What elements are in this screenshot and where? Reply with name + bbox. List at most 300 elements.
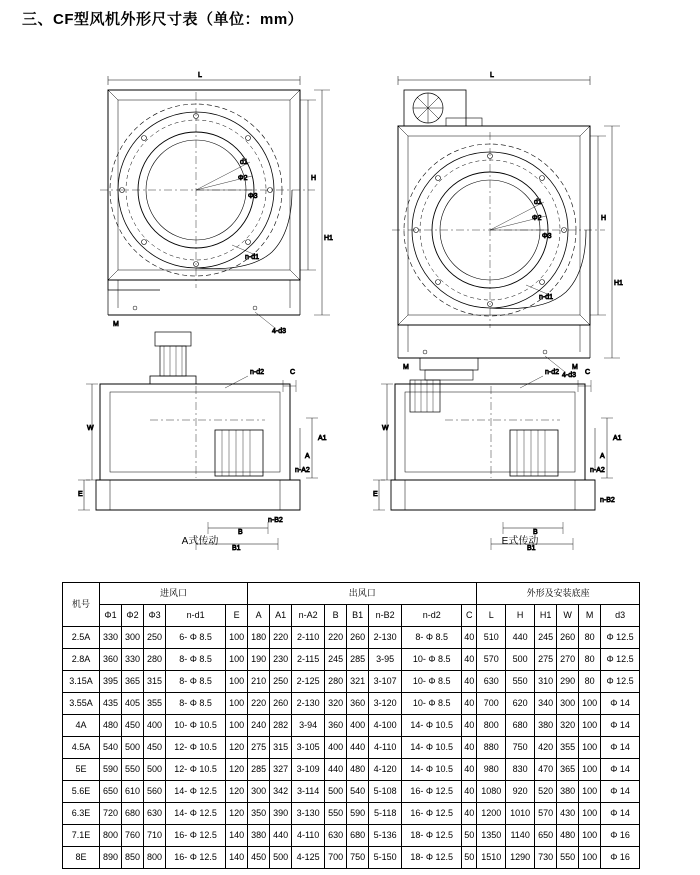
svg-text:n-A2: n-A2 (295, 467, 310, 474)
header-col-phi3: Φ3 (144, 605, 166, 627)
table-cell: 40 (462, 671, 477, 693)
table-cell: 320 (325, 693, 347, 715)
header-col-nd2: n-d2 (402, 605, 462, 627)
svg-text:L: L (198, 72, 202, 79)
table-cell: Φ 14 (601, 715, 640, 737)
svg-text:n-B2: n-B2 (268, 517, 283, 524)
table-cell: 540 (100, 737, 122, 759)
table-cell: 700 (477, 693, 506, 715)
table-cell: 480 (557, 825, 579, 847)
table-cell: 3-95 (369, 649, 402, 671)
table-cell: 620 (506, 693, 535, 715)
table-cell: 2-110 (292, 627, 325, 649)
header-model: 机号 (63, 583, 100, 627)
table-cell: 300 (248, 781, 270, 803)
table-cell: 680 (506, 715, 535, 737)
table-cell: 16- Φ 12.5 (166, 825, 226, 847)
table-cell: 340 (535, 693, 557, 715)
table-cell: 435 (100, 693, 122, 715)
table-cell: 850 (122, 847, 144, 869)
cell-model: 4A (63, 715, 100, 737)
dimensions-table-wrap (62, 582, 640, 869)
table-cell: 480 (100, 715, 122, 737)
svg-text:H1: H1 (324, 235, 333, 242)
table-cell: 220 (270, 627, 292, 649)
table-cell: Φ 12.5 (601, 649, 640, 671)
header-col-e: E (226, 605, 248, 627)
table-cell: 1350 (477, 825, 506, 847)
table-cell: 10- Φ 8.5 (402, 671, 462, 693)
table-cell: 8- Φ 8.5 (402, 627, 462, 649)
table-cell: 290 (557, 671, 579, 693)
table-cell: 14- Φ 10.5 (402, 715, 462, 737)
table-cell: 245 (535, 627, 557, 649)
svg-text:B: B (533, 529, 538, 536)
table-cell: 3-107 (369, 671, 402, 693)
header-col-a1: A1 (270, 605, 292, 627)
svg-text:E: E (373, 491, 378, 498)
table-cell: 630 (325, 825, 347, 847)
table-cell: 280 (325, 671, 347, 693)
table-cell: 650 (100, 781, 122, 803)
table-cell: 1080 (477, 781, 506, 803)
table-cell: 190 (248, 649, 270, 671)
svg-text:d1: d1 (240, 159, 248, 166)
table-cell: 440 (325, 759, 347, 781)
table-cell: 10- Φ 8.5 (402, 649, 462, 671)
table-cell: 4-120 (369, 759, 402, 781)
svg-text:E: E (78, 491, 83, 498)
table-cell: 450 (144, 737, 166, 759)
table-cell: 980 (477, 759, 506, 781)
table-cell: 750 (347, 847, 369, 869)
table-cell: 550 (506, 671, 535, 693)
table-cell: 180 (248, 627, 270, 649)
svg-text:B1: B1 (527, 545, 536, 552)
table-cell: 14- Φ 10.5 (402, 737, 462, 759)
svg-text:A: A (600, 453, 605, 460)
table-cell: 260 (557, 627, 579, 649)
table-cell: 560 (144, 781, 166, 803)
table-cell: 630 (477, 671, 506, 693)
table-cell: 590 (347, 803, 369, 825)
header-col-b1: B1 (347, 605, 369, 627)
table-cell: 700 (325, 847, 347, 869)
cell-model: 3.15A (63, 671, 100, 693)
table-cell: 10- Φ 10.5 (166, 715, 226, 737)
table-cell: Φ 12.5 (601, 627, 640, 649)
table-cell: 3-109 (292, 759, 325, 781)
table-cell: 100 (579, 737, 601, 759)
table-cell: 270 (557, 649, 579, 671)
table-cell: 14- Φ 10.5 (402, 759, 462, 781)
table-cell: 650 (535, 825, 557, 847)
table-cell: 275 (248, 737, 270, 759)
table-cell: 8- Φ 8.5 (166, 649, 226, 671)
table-cell: 320 (557, 715, 579, 737)
table-cell: 880 (477, 737, 506, 759)
table-cell: 470 (535, 759, 557, 781)
table-cell: 3-120 (369, 693, 402, 715)
table-cell: Φ 12.5 (601, 671, 640, 693)
svg-text:Φ2: Φ2 (238, 175, 248, 182)
svg-text:Φ3: Φ3 (248, 193, 258, 200)
cell-model: 7.1E (63, 825, 100, 847)
table-cell: 550 (325, 803, 347, 825)
table-cell: 100 (579, 715, 601, 737)
svg-text:4-d3: 4-d3 (562, 372, 577, 379)
table-cell: 100 (579, 781, 601, 803)
svg-text:H: H (311, 175, 317, 182)
table-cell: 14- Φ 12.5 (166, 803, 226, 825)
table-cell: 280 (144, 649, 166, 671)
table-cell: 6- Φ 8.5 (166, 627, 226, 649)
cell-model: 5E (63, 759, 100, 781)
table-cell: 10- Φ 8.5 (402, 693, 462, 715)
table-cell: 285 (248, 759, 270, 781)
table-cell: 100 (579, 759, 601, 781)
svg-text:n-d2: n-d2 (545, 369, 560, 376)
table-cell: 321 (347, 671, 369, 693)
table-cell: 360 (325, 715, 347, 737)
header-col-l: L (477, 605, 506, 627)
table-row (63, 781, 640, 803)
table-cell: 100 (579, 825, 601, 847)
table-cell: 400 (144, 715, 166, 737)
table-cell: 450 (248, 847, 270, 869)
table-cell: 40 (462, 649, 477, 671)
table-cell: Φ 14 (601, 737, 640, 759)
header-group-frame: 外形及安装底座 (477, 583, 640, 605)
table-cell: 395 (100, 671, 122, 693)
table-cell: 50 (462, 847, 477, 869)
table-cell: 100 (226, 715, 248, 737)
table-row (63, 737, 640, 759)
table-cell: 440 (270, 825, 292, 847)
table-cell: 18- Φ 12.5 (402, 825, 462, 847)
table-cell: 310 (535, 671, 557, 693)
svg-text:C: C (290, 369, 296, 376)
table-cell: 920 (506, 781, 535, 803)
caption-drive-a: A式传动 (181, 536, 219, 547)
table-cell: 14- Φ 12.5 (166, 781, 226, 803)
table-cell: 500 (325, 781, 347, 803)
svg-text:M: M (572, 364, 578, 371)
table-cell: 760 (122, 825, 144, 847)
table-cell: 3-94 (292, 715, 325, 737)
table-cell: 5-108 (369, 781, 402, 803)
table-cell: 430 (557, 803, 579, 825)
table-cell: 800 (477, 715, 506, 737)
header-col-m: M (579, 605, 601, 627)
table-cell: 800 (100, 825, 122, 847)
table-cell: 210 (248, 671, 270, 693)
table-cell: 730 (535, 847, 557, 869)
table-cell: 420 (535, 737, 557, 759)
table-cell: 510 (477, 627, 506, 649)
table-cell: 330 (100, 627, 122, 649)
table-cell: 18- Φ 12.5 (402, 847, 462, 869)
svg-text:B: B (238, 529, 243, 536)
table-cell: 500 (270, 847, 292, 869)
svg-text:n-d1: n-d1 (539, 294, 554, 301)
table-cell: 5-150 (369, 847, 402, 869)
table-cell: 16- Φ 12.5 (402, 803, 462, 825)
table-cell: 100 (226, 627, 248, 649)
table-cell: Φ 14 (601, 803, 640, 825)
table-cell: 120 (226, 737, 248, 759)
table-cell: 5-136 (369, 825, 402, 847)
table-cell: 285 (347, 649, 369, 671)
table-cell: 240 (248, 715, 270, 737)
table-row (63, 693, 640, 715)
header-col-nb2: n-B2 (369, 605, 402, 627)
table-row (63, 671, 640, 693)
table-cell: Φ 16 (601, 847, 640, 869)
header-col-na2: n-A2 (292, 605, 325, 627)
table-cell: 360 (347, 693, 369, 715)
table-cell: 260 (270, 693, 292, 715)
table-body (63, 627, 640, 869)
svg-text:H1: H1 (614, 280, 623, 287)
table-cell: 500 (144, 759, 166, 781)
cell-model: 8E (63, 847, 100, 869)
svg-text:d1: d1 (534, 199, 542, 206)
table-cell: 4-110 (292, 825, 325, 847)
table-cell: 120 (226, 781, 248, 803)
table-cell: 390 (270, 803, 292, 825)
svg-text:L: L (490, 72, 494, 79)
table-row (63, 759, 640, 781)
header-col-d3: d3 (601, 605, 640, 627)
table-cell: 315 (270, 737, 292, 759)
svg-text:M: M (403, 364, 409, 371)
table-cell: 2-125 (292, 671, 325, 693)
table-row (63, 847, 640, 869)
svg-text:C: C (585, 369, 591, 376)
table-cell: 12- Φ 10.5 (166, 759, 226, 781)
cell-model: 5.6E (63, 781, 100, 803)
table-cell: 400 (325, 737, 347, 759)
svg-text:n-B2: n-B2 (600, 497, 615, 504)
table-cell: 327 (270, 759, 292, 781)
table-cell: 1010 (506, 803, 535, 825)
header-group-outlet: 出风口 (248, 583, 477, 605)
table-cell: 100 (579, 693, 601, 715)
cell-model: 6.3E (63, 803, 100, 825)
table-cell: 40 (462, 627, 477, 649)
table-cell: 680 (122, 803, 144, 825)
table-cell: 2-130 (369, 627, 402, 649)
table-group-header-row (63, 583, 640, 605)
table-cell: 800 (144, 847, 166, 869)
table-cell: 3-130 (292, 803, 325, 825)
table-cell: 4-110 (369, 737, 402, 759)
table-cell: 355 (557, 737, 579, 759)
table-cell: 2-130 (292, 693, 325, 715)
table-cell: 40 (462, 759, 477, 781)
table-cell: 4-100 (369, 715, 402, 737)
table-cell: 8- Φ 8.5 (166, 671, 226, 693)
cell-model: 3.55A (63, 693, 100, 715)
table-cell: 230 (270, 649, 292, 671)
table-cell: 365 (557, 759, 579, 781)
table-cell: 1290 (506, 847, 535, 869)
svg-text:n-A2: n-A2 (590, 467, 605, 474)
cell-model: 4.5A (63, 737, 100, 759)
table-cell: 1140 (506, 825, 535, 847)
header-col-c: C (462, 605, 477, 627)
table-cell: 220 (325, 627, 347, 649)
table-cell: 40 (462, 715, 477, 737)
table-cell: 350 (248, 803, 270, 825)
table-cell: 330 (122, 649, 144, 671)
table-cell: 12- Φ 10.5 (166, 737, 226, 759)
table-cell: 220 (248, 693, 270, 715)
cell-model: 2.5A (63, 627, 100, 649)
table-row (63, 803, 640, 825)
table-cell: 355 (144, 693, 166, 715)
table-cell: 360 (100, 649, 122, 671)
figure-group (0, 40, 700, 560)
table-cell: 2-115 (292, 649, 325, 671)
svg-text:4-d3: 4-d3 (272, 328, 287, 335)
table-cell: 520 (535, 781, 557, 803)
svg-text:Φ3: Φ3 (542, 233, 552, 240)
header-col-phi1: Φ1 (100, 605, 122, 627)
table-cell: 680 (347, 825, 369, 847)
table-cell: 440 (506, 627, 535, 649)
table-cell: 380 (248, 825, 270, 847)
table-row (63, 649, 640, 671)
svg-text:A: A (305, 453, 310, 460)
svg-text:A1: A1 (318, 435, 327, 442)
table-cell: 1510 (477, 847, 506, 869)
table-cell: 100 (226, 693, 248, 715)
header-group-inlet: 进风口 (100, 583, 248, 605)
table-cell: 630 (144, 803, 166, 825)
svg-text:n-d2: n-d2 (250, 369, 265, 376)
table-cell: 80 (579, 671, 601, 693)
table-cell: 140 (226, 825, 248, 847)
svg-text:Φ2: Φ2 (532, 215, 542, 222)
svg-text:A1: A1 (613, 435, 622, 442)
table-row (63, 825, 640, 847)
table-cell: 282 (270, 715, 292, 737)
table-cell: 315 (144, 671, 166, 693)
table-cell: 140 (226, 847, 248, 869)
table-cell: 890 (100, 847, 122, 869)
table-cell: 570 (477, 649, 506, 671)
header-col-w: W (557, 605, 579, 627)
table-cell: Φ 16 (601, 825, 640, 847)
table-cell: 550 (557, 847, 579, 869)
table-cell: 16- Φ 12.5 (166, 847, 226, 869)
table-cell: 610 (122, 781, 144, 803)
table-cell: 100 (579, 847, 601, 869)
table-cell: 275 (535, 649, 557, 671)
svg-text:M: M (113, 321, 119, 328)
table-cell: Φ 14 (601, 693, 640, 715)
table-cell: 342 (270, 781, 292, 803)
table-cell: 830 (506, 759, 535, 781)
table-cell: 480 (347, 759, 369, 781)
table-row (63, 715, 640, 737)
table-row (63, 627, 640, 649)
table-cell: 245 (325, 649, 347, 671)
svg-text:H: H (601, 215, 607, 222)
table-cell: 1200 (477, 803, 506, 825)
table-cell: 380 (557, 781, 579, 803)
table-cell: 100 (226, 649, 248, 671)
table-cell: 120 (226, 759, 248, 781)
svg-text:B1: B1 (232, 545, 241, 552)
table-cell: 40 (462, 737, 477, 759)
table-cell: 380 (535, 715, 557, 737)
table-cell: 590 (100, 759, 122, 781)
table-cell: Φ 14 (601, 759, 640, 781)
table-cell: 500 (506, 649, 535, 671)
svg-text:W: W (382, 425, 389, 432)
header-col-h1: H1 (535, 605, 557, 627)
table-cell: 260 (347, 627, 369, 649)
table-cell: 500 (122, 737, 144, 759)
table-cell: 80 (579, 627, 601, 649)
table-cell: 40 (462, 693, 477, 715)
table-cell: 450 (122, 715, 144, 737)
table-cell: 250 (144, 627, 166, 649)
table-cell: 750 (506, 737, 535, 759)
table-cell: 3-105 (292, 737, 325, 759)
technical-drawings (0, 40, 700, 560)
table-cell: 16- Φ 12.5 (402, 781, 462, 803)
table-column-header-row (63, 605, 640, 627)
table-cell: 3-114 (292, 781, 325, 803)
page-title: 三、CF型风机外形尺寸表（单位：mm） (22, 11, 304, 28)
table-cell: 40 (462, 781, 477, 803)
table-cell: 80 (579, 649, 601, 671)
header-col-h: H (506, 605, 535, 627)
table-cell: 300 (122, 627, 144, 649)
table-cell: 405 (122, 693, 144, 715)
svg-text:n-d1: n-d1 (245, 254, 260, 261)
table-cell: 100 (226, 671, 248, 693)
table-cell: 250 (270, 671, 292, 693)
table-cell: 100 (579, 803, 601, 825)
header-col-b: B (325, 605, 347, 627)
cell-model: 2.8A (63, 649, 100, 671)
table-cell: 300 (557, 693, 579, 715)
table-cell: 4-125 (292, 847, 325, 869)
table-cell: 570 (535, 803, 557, 825)
table-cell: Φ 14 (601, 781, 640, 803)
header-col-phi2: Φ2 (122, 605, 144, 627)
table-cell: 120 (226, 803, 248, 825)
table-cell: 710 (144, 825, 166, 847)
table-cell: 440 (347, 737, 369, 759)
table-cell: 40 (462, 803, 477, 825)
header-col-nd1: n-d1 (166, 605, 226, 627)
table-cell: 720 (100, 803, 122, 825)
header-col-a: A (248, 605, 270, 627)
svg-text:W: W (87, 425, 94, 432)
caption-drive-e: E式传动 (501, 536, 539, 547)
table-cell: 365 (122, 671, 144, 693)
dimensions-table (62, 582, 640, 869)
table-cell: 540 (347, 781, 369, 803)
table-cell: 8- Φ 8.5 (166, 693, 226, 715)
table-cell: 550 (122, 759, 144, 781)
